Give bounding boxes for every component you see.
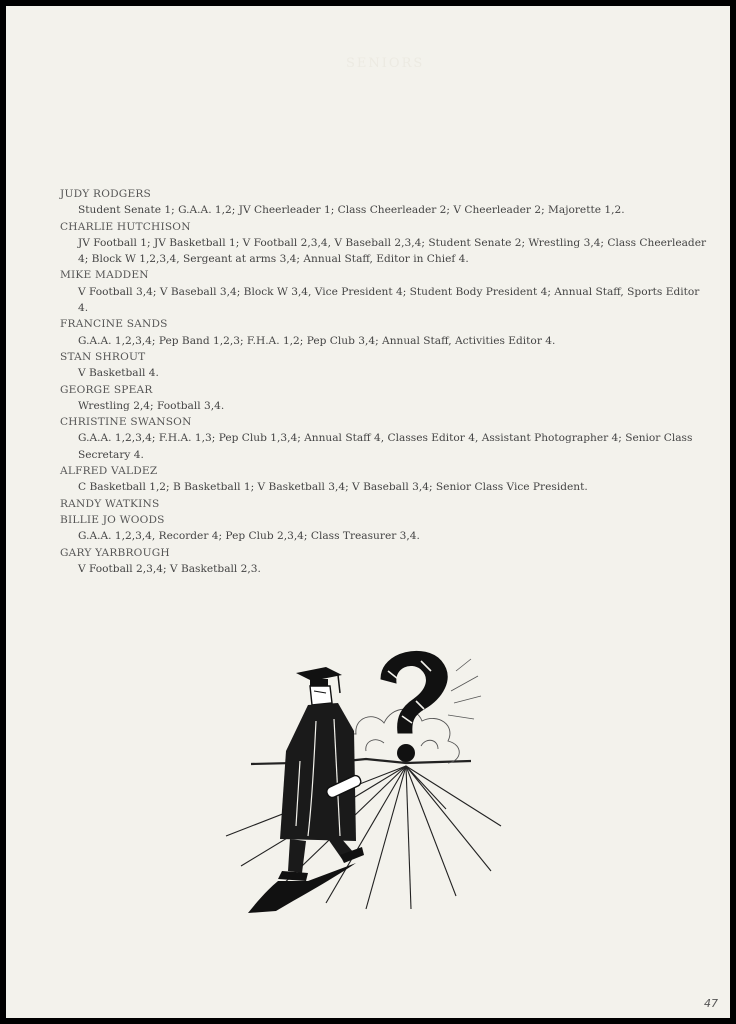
senior-name: FRANCINE SANDS	[60, 318, 168, 331]
senior-activities: C Basketball 1,2; B Basketball 1; V Basketball 3,4; V Baseball 3,4; Senior Class Vice President.	[78, 481, 588, 494]
senior-name: ALFRED VALDEZ	[60, 465, 158, 478]
senior-activities: Student Senate 1; G.A.A. 1,2; JV Cheerleader 1; Class Cheerleader 2; V Cheerleader 2; Majorette 1,2.	[78, 204, 625, 217]
senior-entry	[60, 496, 710, 512]
senior-entry	[60, 316, 710, 349]
senior-activities: Wrestling 2,4; Football 3,4.	[78, 399, 225, 412]
senior-entry	[60, 186, 710, 219]
page-number: 47	[704, 997, 718, 1010]
senior-activities: JV Football 1; JV Basketball 1; V Football 2,3,4, V Baseball 2,3,4; Student Senate 2; Wrestling 3,4; Class Cheerleader 4; Block W 1,2,3,4, Sergeant at arms 3,4; Annual Staff, Editor in Chief 4.	[78, 236, 707, 266]
senior-activities: G.A.A. 1,2,3,4, Recorder 4; Pep Club 2,3,4; Class Treasurer 3,4.	[78, 530, 420, 543]
senior-name: RANDY WATKINS	[60, 497, 160, 510]
senior-entry	[60, 382, 710, 415]
senior-activities: V Football 2,3,4; V Basketball 2,3.	[78, 562, 261, 575]
senior-entry	[60, 267, 710, 316]
senior-entry	[60, 463, 710, 496]
senior-name: STAN SHROUT	[60, 350, 146, 363]
senior-name: GEORGE SPEAR	[60, 383, 153, 396]
senior-name: JUDY RODGERS	[60, 188, 152, 200]
senior-name: MIKE MADDEN	[60, 269, 149, 282]
senior-name: CHRISTINE SWANSON	[60, 416, 192, 429]
senior-activities: V Basketball 4.	[78, 367, 159, 380]
senior-name: BILLIE JO WOODS	[60, 513, 165, 526]
senior-activities: G.A.A. 1,2,3,4; Pep Band 1,2,3; F.H.A. 1,2; Pep Club 3,4; Annual Staff, Activities Editor 4.	[78, 334, 556, 347]
senior-entry	[60, 219, 710, 268]
yearbook-page	[6, 6, 730, 1018]
senior-entry	[60, 512, 710, 545]
senior-activities-list	[60, 186, 710, 577]
senior-name: CHARLIE HUTCHISON	[60, 220, 191, 233]
senior-name: GARY YARBROUGH	[60, 546, 170, 559]
senior-entry	[60, 349, 710, 382]
graduate-question-mark-illustration	[216, 641, 516, 921]
faint-header: SENIORS	[346, 56, 425, 71]
senior-entry	[60, 414, 710, 463]
senior-entry	[60, 545, 710, 578]
senior-activities: G.A.A. 1,2,3,4; F.H.A. 1,3; Pep Club 1,3,4; Annual Staff 4, Classes Editor 4, Assistant Photographer 4; Senior Class Secretary 4.	[78, 432, 693, 461]
senior-activities: V Football 3,4; V Baseball 3,4; Block W 3,4, Vice President 4; Student Body President 4; Annual Staff, Sports Editor 4.	[78, 285, 700, 315]
